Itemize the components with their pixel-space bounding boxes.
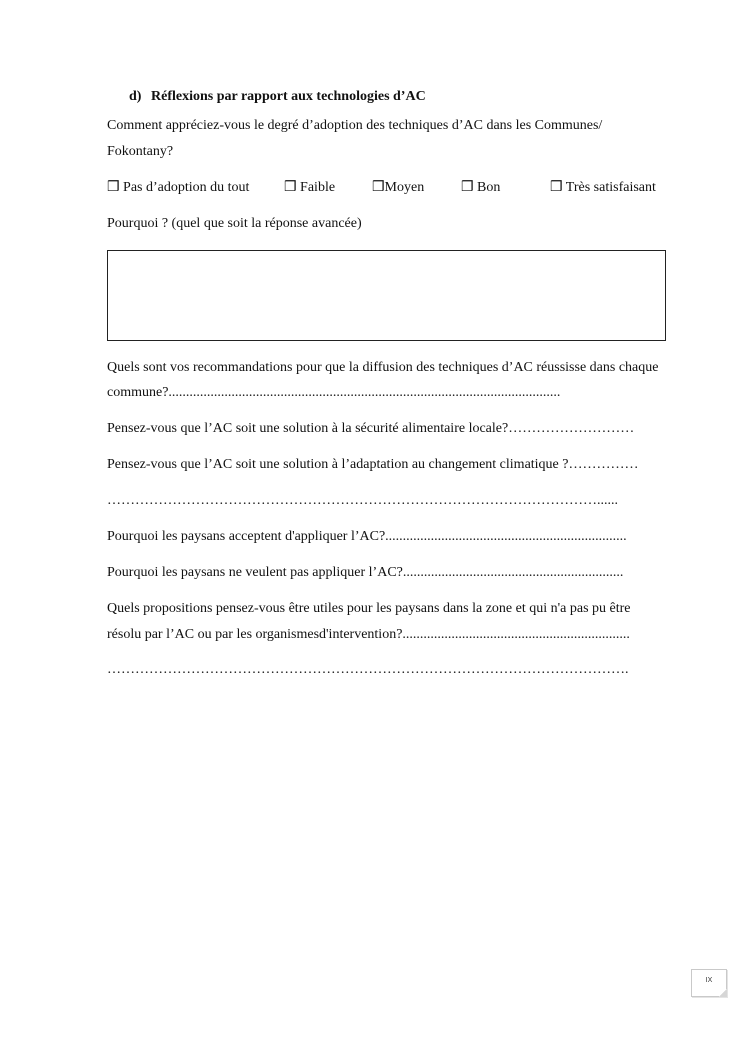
question-proposals-line-2: résolu par l’AC ou par les organismesd'intervention?................................................................. (107, 627, 630, 642)
section-title: Réflexions par rapport aux technologies d’AC (151, 89, 426, 104)
question-adoption-line-2: Fokontany? (107, 144, 174, 159)
option-tres-satisfaisant[interactable]: ❒ Très satisfaisant (550, 180, 656, 195)
answer-dots-line-2: …………………………………………………………………………………………………. (107, 662, 629, 677)
section-heading (129, 89, 426, 105)
page-number: IX (705, 977, 713, 984)
question-recommendations-line-1: Quels sont vos recommandations pour que la diffusion des techniques d’AC réussisse dans chaque (107, 360, 659, 375)
question-climate-adaptation: Pensez-vous que l’AC soit une solution à l’adaptation au changement climatique ?…………… (107, 457, 639, 472)
page-number-box (691, 969, 727, 997)
question-why-refuse: Pourquoi les paysans ne veulent pas appliquer l’AC?............................................................... (107, 565, 624, 580)
question-adoption-line-1: Comment appréciez-vous le degré d’adoption des techniques d’AC dans les Communes/ (107, 118, 603, 133)
question-recommendations-line-2: commune?................................................................................................................ (107, 385, 561, 400)
option-bon[interactable]: ❒ Bon (461, 180, 501, 195)
question-food-security: Pensez-vous que l’AC soit une solution à la sécurité alimentaire locale?……………………… (107, 421, 635, 436)
answer-box[interactable] (107, 250, 666, 341)
answer-dots-line-1: ……………………………………………………………………………………………...... (107, 493, 618, 508)
section-marker: d) (129, 89, 142, 104)
option-faible[interactable]: ❒ Faible (284, 180, 336, 195)
question-why-accept: Pourquoi les paysans acceptent d'appliquer l’AC?..................................................................... (107, 529, 627, 544)
why-prompt: Pourquoi ? (quel que soit la réponse avancée) (107, 216, 362, 231)
option-pas-adoption[interactable]: ❒ Pas d’adoption du tout (107, 180, 250, 195)
question-proposals-line-1: Quels propositions pensez-vous être utiles pour les paysans dans la zone et qui n'a pas pu être (107, 601, 631, 616)
option-moyen[interactable]: ❒Moyen (372, 180, 425, 195)
